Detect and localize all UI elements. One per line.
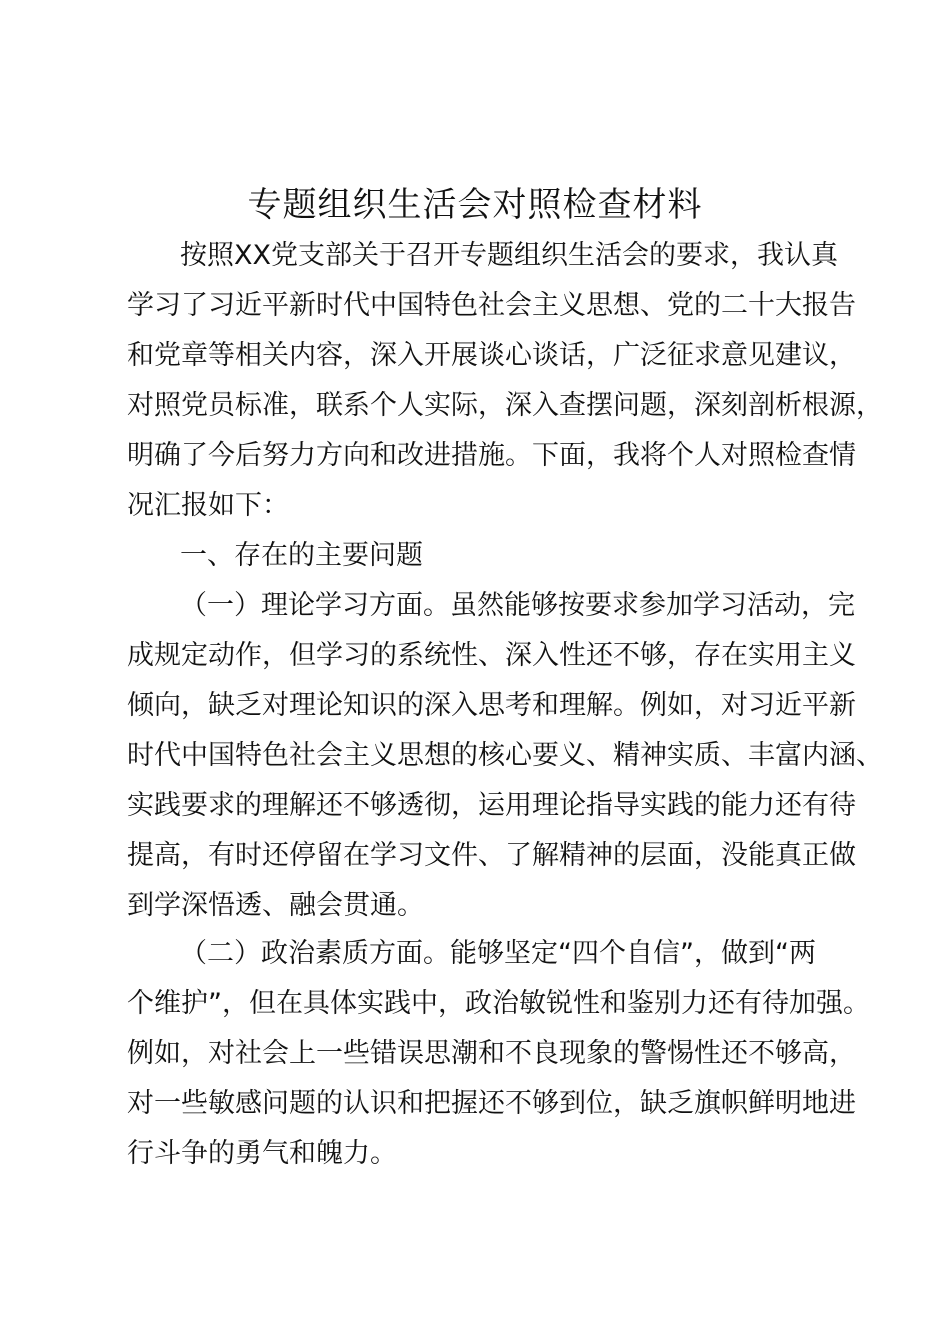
- paragraph-line: 个维护”，但在具体实践中，政治敏锐性和鉴别力还有待加强。: [127, 988, 870, 1019]
- paragraph-line: 对照党员标准，联系个人实际，深入查摆问题，深刻剖析根源，: [127, 390, 883, 421]
- paragraph-line: 明确了今后努力方向和改进措施。下面，我将个人对照检查情: [127, 440, 856, 471]
- paragraph-line: 时代中国特色社会主义思想的核心要义、精神实质、丰富内涵、: [127, 740, 883, 771]
- paragraph-line: 按照XX党支部关于召开专题组织生活会的要求，我认真: [180, 240, 838, 271]
- paragraph-line: 倾向，缺乏对理论知识的深入思考和理解。例如，对习近平新: [127, 690, 856, 721]
- paragraph-line: 行斗争的勇气和魄力。: [127, 1138, 397, 1169]
- document-title: 专题组织生活会对照检查材料: [247, 185, 703, 225]
- paragraph-line: 成规定动作，但学习的系统性、深入性还不够，存在实用主义: [127, 640, 856, 671]
- paragraph-line: 实践要求的理解还不够透彻，运用理论指导实践的能力还有待: [127, 790, 856, 821]
- paragraph-line: 况汇报如下：: [127, 490, 289, 521]
- paragraph-line: 到学深悟透、融会贯通。: [127, 890, 424, 921]
- paragraph-line: 学习了习近平新时代中国特色社会主义思想、党的二十大报告: [127, 290, 856, 321]
- paragraph-line: 和党章等相关内容，深入开展谈心谈话，广泛征求意见建议，: [127, 340, 856, 371]
- paragraph-line: （一）理论学习方面。虽然能够按要求参加学习活动，完: [180, 590, 855, 621]
- paragraph-line: 对一些敏感问题的认识和把握还不够到位，缺乏旗帜鲜明地进: [127, 1088, 856, 1119]
- paragraph-line: 提高，有时还停留在学习文件、了解精神的层面，没能真正做: [127, 840, 856, 871]
- section-heading: 一、存在的主要问题: [180, 540, 423, 571]
- paragraph-line: （二）政治素质方面。能够坚定“四个自信”，做到“两: [180, 938, 816, 969]
- paragraph-line: 例如，对社会上一些错误思潮和不良现象的警惕性还不够高，: [127, 1038, 856, 1069]
